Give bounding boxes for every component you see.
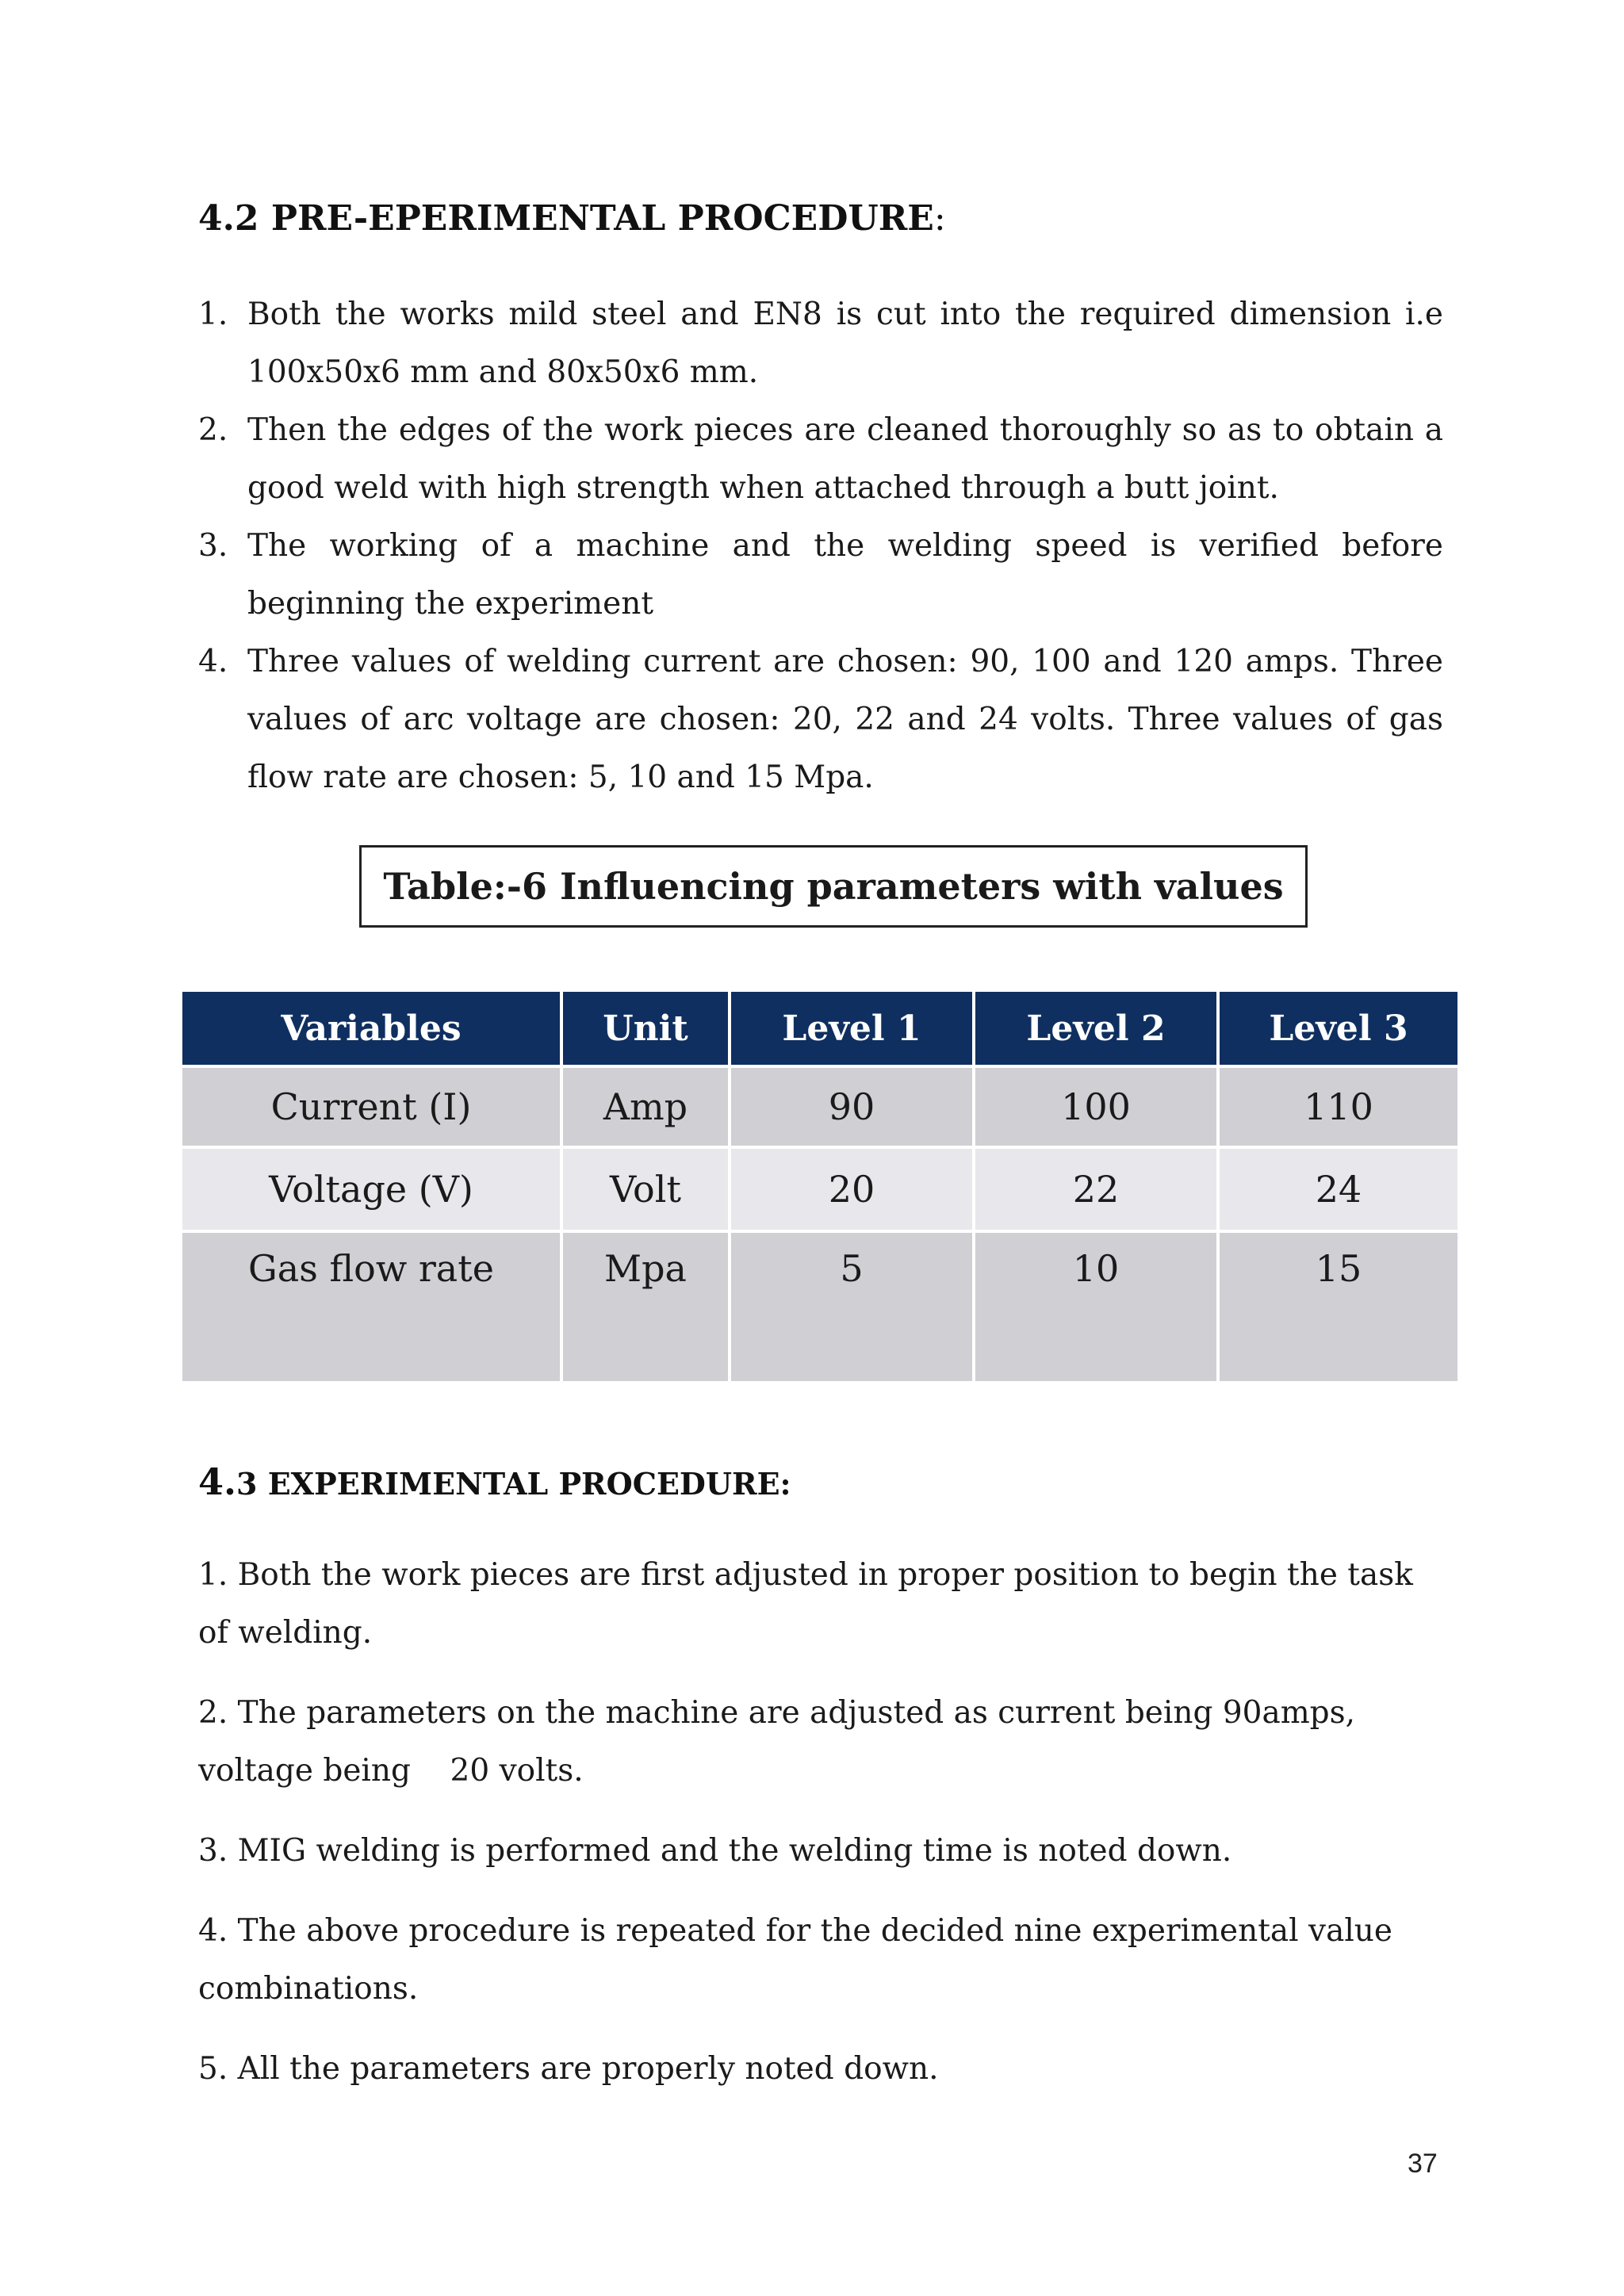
table-cell: Volt bbox=[561, 1147, 730, 1231]
list-text: Then the edges of the work pieces are cleaned thoroughly so as to obtain a good weld with high strength when attached through a butt joint. bbox=[247, 412, 1443, 506]
list-item bbox=[198, 517, 1443, 633]
table-row bbox=[181, 1147, 1459, 1231]
page-number: 37 bbox=[1408, 2149, 1438, 2179]
procedure-step: 1. Both the work pieces are first adjusted in proper position to begin the task of welding. bbox=[198, 1557, 1413, 1651]
table-cell: 100 bbox=[974, 1066, 1218, 1147]
procedure-step: 2. The parameters on the machine are adjusted as current being 90amps, voltage being 20 volts. bbox=[198, 1695, 1365, 1789]
column-header-level-3: Level 3 bbox=[1218, 990, 1459, 1066]
section-number-suffix: 3 bbox=[236, 1466, 258, 1502]
heading-colon: : bbox=[933, 198, 946, 239]
list-item bbox=[198, 401, 1443, 517]
table-cell: Mpa bbox=[561, 1231, 730, 1383]
list-item bbox=[198, 633, 1443, 806]
table-row bbox=[181, 1231, 1459, 1383]
column-header-level-2: Level 2 bbox=[974, 990, 1218, 1066]
pre-experimental-list bbox=[198, 285, 1443, 806]
column-header-unit: Unit bbox=[561, 990, 730, 1066]
table-cell: Amp bbox=[561, 1066, 730, 1147]
column-header-level-1: Level 1 bbox=[730, 990, 974, 1066]
section-title: EXPERIMENTAL PROCEDURE: bbox=[267, 1466, 791, 1502]
list-number: 3. bbox=[198, 528, 228, 564]
list-text: Three values of welding current are chosen: 90, 100 and 120 amps. Three values of arc voltage are chosen: 20, 22 and 24 volts. Three values of gas flow rate are chosen: 5, 10 and 15 Mpa. bbox=[247, 644, 1443, 795]
table-cell: 10 bbox=[974, 1231, 1218, 1383]
table-header-row bbox=[181, 990, 1459, 1066]
table-cell: 5 bbox=[730, 1231, 974, 1383]
section-number: 4. bbox=[198, 1460, 237, 1503]
list-item bbox=[198, 285, 1443, 401]
procedure-step: 3. MIG welding is performed and the welding time is noted down. bbox=[198, 1833, 1232, 1869]
table-cell: Current (I) bbox=[181, 1066, 561, 1147]
parameters-table bbox=[179, 989, 1461, 1384]
table-cell: 15 bbox=[1218, 1231, 1459, 1383]
table-caption: Table:-6 Influencing parameters with values bbox=[359, 845, 1308, 928]
column-header-variables: Variables bbox=[181, 990, 561, 1066]
table-cell: 110 bbox=[1218, 1066, 1459, 1147]
procedure-step: 5. All the parameters are properly noted down. bbox=[198, 2051, 939, 2087]
table-cell: 90 bbox=[730, 1066, 974, 1147]
table-cell: 20 bbox=[730, 1147, 974, 1231]
section-heading-4-2 bbox=[198, 198, 946, 239]
list-text: Both the works mild steel and EN8 is cut into the required dimension i.e 100x50x6 mm and 80x50x6 mm. bbox=[247, 297, 1443, 390]
section-title: PRE-EPERIMENTAL PROCEDURE bbox=[270, 198, 934, 239]
table-cell: 22 bbox=[974, 1147, 1218, 1231]
list-text: The working of a machine and the welding speed is verified before beginning the experiment bbox=[247, 528, 1443, 622]
experimental-procedure-list bbox=[198, 1546, 1435, 2120]
section-heading-4-3 bbox=[198, 1460, 791, 1503]
list-number: 4. bbox=[198, 644, 228, 679]
list-number: 2. bbox=[198, 412, 228, 448]
list-number: 1. bbox=[198, 297, 228, 332]
procedure-step: 4. The above procedure is repeated for the decided nine experimental value combinations. bbox=[198, 1913, 1392, 2007]
table-row bbox=[181, 1066, 1459, 1147]
table-cell: Gas flow rate bbox=[181, 1231, 561, 1383]
table-cell: Voltage (V) bbox=[181, 1147, 561, 1231]
section-number: 4.2 bbox=[198, 198, 259, 239]
table-cell: 24 bbox=[1218, 1147, 1459, 1231]
